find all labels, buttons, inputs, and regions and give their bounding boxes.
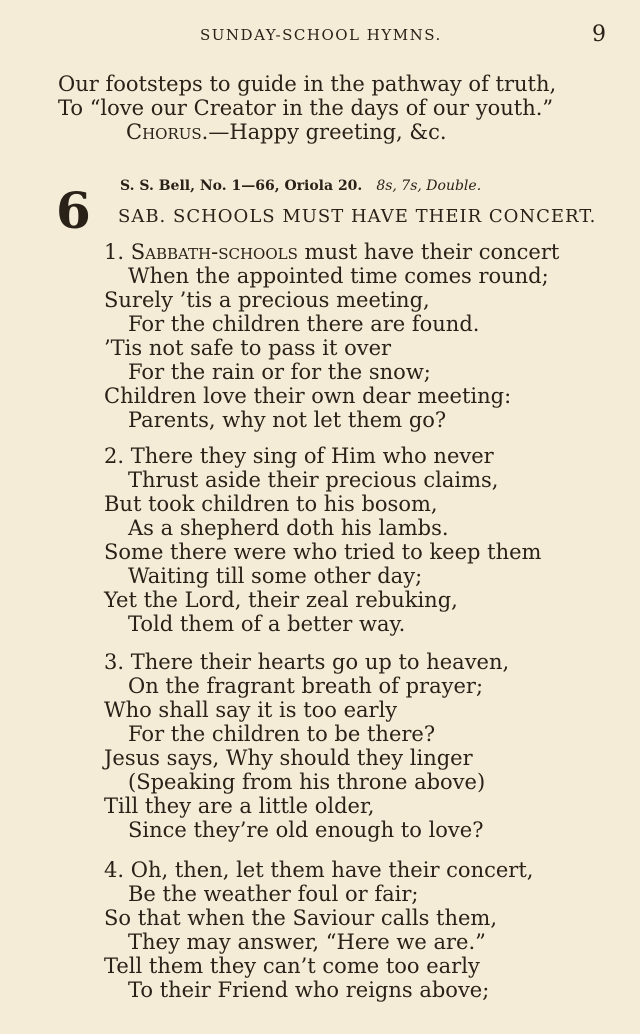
verse-line: When the appointed time comes round; <box>128 264 549 288</box>
verse-first-line-text: There they sing of Him who never <box>130 444 494 468</box>
verse-line: Some there were who tried to keep them <box>104 540 542 564</box>
verse-first-line-text: There their hearts go up to heaven, <box>130 650 510 674</box>
verse-line: Since they’re old enough to love? <box>128 818 484 842</box>
hymn-title: SAB. SCHOOLS MUST HAVE THEIR CONCERT. <box>118 206 597 227</box>
previous-hymn-chorus <box>126 120 447 144</box>
verse-number: 3. <box>104 650 125 674</box>
verse-line: Parents, why not let them go? <box>128 408 447 432</box>
verse-number: 4. <box>104 858 125 882</box>
verse-line: As a shepherd doth his lambs. <box>128 516 449 540</box>
verse-number: 1. <box>104 240 125 264</box>
tune-reference <box>120 178 481 194</box>
verse-line: Be the weather foul or fair; <box>128 882 419 906</box>
verse-line: Till they are a little older, <box>104 794 375 818</box>
verse-first-line-rest: must have their concert <box>304 240 560 264</box>
verse-line: Jesus says, Why should they linger <box>104 746 473 770</box>
verse-line: ’Tis not safe to pass it over <box>104 336 392 360</box>
verse-line: Yet the Lord, their zeal rebuking, <box>104 588 458 612</box>
verse-line: So that when the Saviour calls them, <box>104 906 498 930</box>
verse-line: To their Friend who reigns above; <box>128 978 490 1002</box>
verse-line: Children love their own dear meeting: <box>104 384 512 408</box>
verse-line: Thrust aside their precious claims, <box>128 468 499 492</box>
previous-hymn-line: Our footsteps to guide in the pathway of truth, <box>58 72 557 96</box>
verse-line: They may answer, “Here we are.” <box>128 930 486 954</box>
verse-line: For the rain or for the snow; <box>128 360 431 384</box>
verse-line: Told them of a better way. <box>128 612 406 636</box>
running-title: SUNDAY-SCHOOL HYMNS. <box>200 26 442 44</box>
verse-first-line <box>104 240 559 264</box>
verse-line: On the fragrant breath of prayer; <box>128 674 484 698</box>
verse-first-line-text: Oh, then, let them have their concert, <box>130 858 534 882</box>
page-number: 9 <box>592 22 606 47</box>
verse-line: For the children to be there? <box>128 722 436 746</box>
chorus-label: Chorus. <box>126 120 209 144</box>
verse-line: Waiting till some other day; <box>128 564 423 588</box>
verse-line: Who shall say it is too early <box>104 698 398 722</box>
verse-number: 2. <box>104 444 125 468</box>
verse-first-line <box>104 650 509 674</box>
verse-line: Tell them they can’t come too early <box>104 954 480 978</box>
chorus-text: —Happy greeting, &c. <box>208 120 447 144</box>
verse-line: Surely ’tis a precious meeting, <box>104 288 430 312</box>
verse-line: But took children to his bosom, <box>104 492 438 516</box>
previous-hymn-line: To “love our Creator in the days of our youth.” <box>58 96 554 120</box>
tune-name: S. S. Bell, No. 1—66, Oriola 20. <box>120 178 363 194</box>
hymn-meter: 8s, 7s, Double. <box>376 178 482 194</box>
verse-first-line <box>104 858 533 882</box>
verse-line: (Speaking from his throne above) <box>128 770 486 794</box>
hymn-number: 6 <box>56 181 91 240</box>
verse-first-word: Sabbath-schools <box>130 240 298 264</box>
verse-line: For the children there are found. <box>128 312 480 336</box>
verse-first-line <box>104 444 494 468</box>
